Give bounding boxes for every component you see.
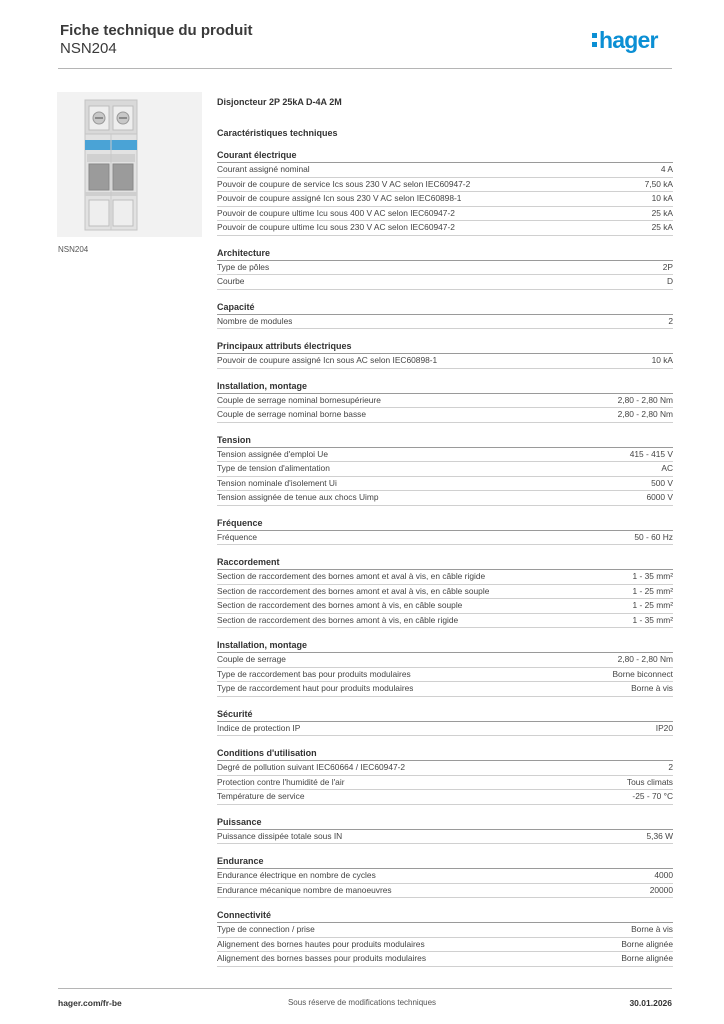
spec-value: 1 - 25 mm² [632,585,673,596]
spec-value: 7,50 kA [644,178,673,189]
spec-row [217,923,673,938]
spec-value: 5,36 W [646,830,673,841]
footer-disclaimer: Sous réserve de modifications techniques [287,998,437,1007]
spec-row [217,830,673,845]
spec-label: Tension nominale d'isolement Ui [217,477,337,488]
spec-value: 2 [668,315,673,326]
spec-value: 1 - 25 mm² [632,600,673,610]
spec-section [217,909,673,967]
spec-row [217,408,673,423]
spec-row [217,722,673,737]
spec-label: Indice de protection IP [217,722,301,733]
spec-row [217,261,673,276]
section-title: Conditions d'utilisation [217,747,673,761]
spec-section [217,816,673,845]
spec-value: 25 kA [651,222,673,232]
spec-label: Type de raccordement bas pour produits modulaires [217,668,411,679]
spec-value: Borne alignée [621,953,673,963]
spec-label: Courbe [217,276,245,286]
spec-value: 2,80 - 2,80 Nm [617,654,673,664]
section-title: Tension [217,434,673,448]
spec-label: Protection contre l'humidité de l'air [217,776,345,787]
spec-label: Section de raccordement des bornes amont et aval à vis, en câble rigide [217,571,486,581]
spec-label: Courant assigné nominal [217,164,310,174]
spec-label: Couple de serrage nominal bornesupérieure [217,394,381,405]
spec-row [217,163,673,178]
circuit-breaker-icon [57,92,202,237]
spec-value: 415 - 415 V [629,448,673,459]
spec-label: Alignement des bornes hautes pour produits modulaires [217,938,425,949]
spec-value: 2,80 - 2,80 Nm [617,409,673,419]
spec-label: Tension assignée de tenue aux chocs Uimp [217,492,379,502]
spec-value: 4000 [654,870,673,880]
spec-value: Borne à vis [631,683,673,693]
spec-value: 1 - 35 mm² [632,614,673,625]
spec-value: 6000 V [646,492,673,502]
spec-row [217,884,673,899]
spec-row [217,570,673,585]
specifications [217,95,673,967]
spec-section [217,708,673,737]
spec-label: Pouvoir de coupure assigné Icn sous 230 V AC selon IEC60898-1 [217,193,462,203]
spec-value: 10 kA [651,193,673,203]
spec-label: Degré de pollution suivant IEC60664 / IEC60947-2 [217,762,406,772]
spec-row [217,761,673,776]
spec-label: Section de raccordement des bornes amont et aval à vis, en câble souple [217,585,490,596]
spec-label: Section de raccordement des bornes amont à vis, en câble rigide [217,614,459,625]
section-title: Capacité [217,301,673,315]
spec-label: Nombre de modules [217,315,293,326]
spec-section [217,517,673,546]
product-title: Disjoncteur 2P 25kA D-4A 2M [217,97,342,107]
spec-row [217,776,673,791]
spec-value: IP20 [655,722,673,733]
spec-value: 500 V [651,477,673,488]
spec-row [217,178,673,193]
spec-value: AC [661,463,673,473]
section-title: Installation, montage [217,639,673,653]
spec-section [217,855,673,898]
spec-label: Pouvoir de coupure assigné Icn sous AC selon IEC60898-1 [217,355,438,365]
spec-label: Endurance électrique en nombre de cycles [217,870,376,880]
spec-row [217,275,673,290]
spec-row [217,315,673,330]
spec-row [217,221,673,236]
logo-text: hager [599,26,658,53]
spec-label: Type de connection / prise [217,924,315,934]
logo-mark-icon [592,33,597,47]
spec-row [217,599,673,614]
section-title: Fréquence [217,517,673,531]
spec-label: Section de raccordement des bornes amont à vis, en câble souple [217,600,463,610]
spec-label: Pouvoir de coupure ultime Icu sous 230 V AC selon IEC60947-2 [217,222,455,232]
spec-value: 2 [668,762,673,772]
spec-row [217,668,673,683]
footer-divider [58,988,672,989]
spec-section [217,434,673,506]
spec-value: -25 - 70 °C [632,791,673,801]
spec-row [217,653,673,668]
section-title: Endurance [217,855,673,869]
spec-row [217,531,673,546]
spec-value: Borne à vis [631,924,673,934]
spec-label: Température de service [217,791,305,801]
spec-value: Borne alignée [621,938,673,949]
spec-label: Couple de serrage nominal borne basse [217,409,366,419]
spec-value: 2,80 - 2,80 Nm [617,394,673,405]
spec-row [217,952,673,967]
spec-row [217,448,673,463]
section-title: Architecture [217,247,673,261]
product-image [57,92,202,237]
section-title: Raccordement [217,556,673,570]
footer-date: 30.01.2026 [629,998,672,1008]
spec-section [217,247,673,290]
spec-row [217,192,673,207]
spec-row [217,938,673,953]
spec-row [217,585,673,600]
spec-row [217,394,673,409]
spec-section [217,556,673,628]
spec-label: Type de tension d'alimentation [217,463,330,473]
spec-section [217,747,673,805]
section-title: Sécurité [217,708,673,722]
section-title: Puissance [217,816,673,830]
section-title: Courant électrique [217,149,673,163]
spec-value: 4 A [660,164,673,174]
spec-section [217,149,673,236]
header-divider [58,68,672,69]
spec-label: Fréquence [217,531,258,542]
footer-website[interactable]: hager.com/fr-be [58,998,122,1008]
section-title: Connectivité [217,909,673,923]
spec-label: Type de pôles [217,261,270,272]
spec-value: 10 kA [651,355,673,365]
spec-label: Endurance mécanique nombre de manoeuvres [217,884,392,895]
specifications-heading: Caractéristiques techniques [217,128,338,138]
spec-value: 20000 [649,884,673,895]
spec-value: 2P [662,261,673,272]
spec-row [217,491,673,506]
spec-section [217,639,673,697]
spec-value: Borne biconnect [612,668,673,679]
section-title: Installation, montage [217,380,673,394]
spec-section [217,380,673,423]
section-title: Principaux attributs électriques [217,340,673,354]
spec-row [217,614,673,629]
spec-value: Tous climats [626,776,673,787]
spec-label: Alignement des bornes basses pour produits modulaires [217,953,427,963]
spec-label: Tension assignée d'emploi Ue [217,448,329,459]
spec-row [217,462,673,477]
spec-value: 50 - 60 Hz [634,531,673,542]
page-title: Fiche technique du produit [60,22,253,39]
hager-logo [592,26,658,54]
spec-section [217,340,673,369]
spec-row [217,477,673,492]
spec-sections [217,149,673,967]
spec-value: 25 kA [651,207,673,218]
spec-row [217,682,673,697]
spec-row [217,207,673,222]
spec-label: Pouvoir de coupure de service Ics sous 230 V AC selon IEC60947-2 [217,178,471,189]
spec-row [217,869,673,884]
spec-label: Type de raccordement haut pour produits modulaires [217,683,414,693]
spec-value: 1 - 35 mm² [632,571,673,581]
spec-value: D [666,276,673,286]
spec-row [217,790,673,805]
spec-row [217,354,673,369]
spec-section [217,301,673,330]
product-code: NSN204 [60,40,117,57]
photo-caption: NSN204 [58,245,89,254]
spec-label: Couple de serrage [217,654,286,664]
spec-label: Pouvoir de coupure ultime Icu sous 400 V AC selon IEC60947-2 [217,207,455,218]
spec-label: Puissance dissipée totale sous IN [217,830,343,841]
